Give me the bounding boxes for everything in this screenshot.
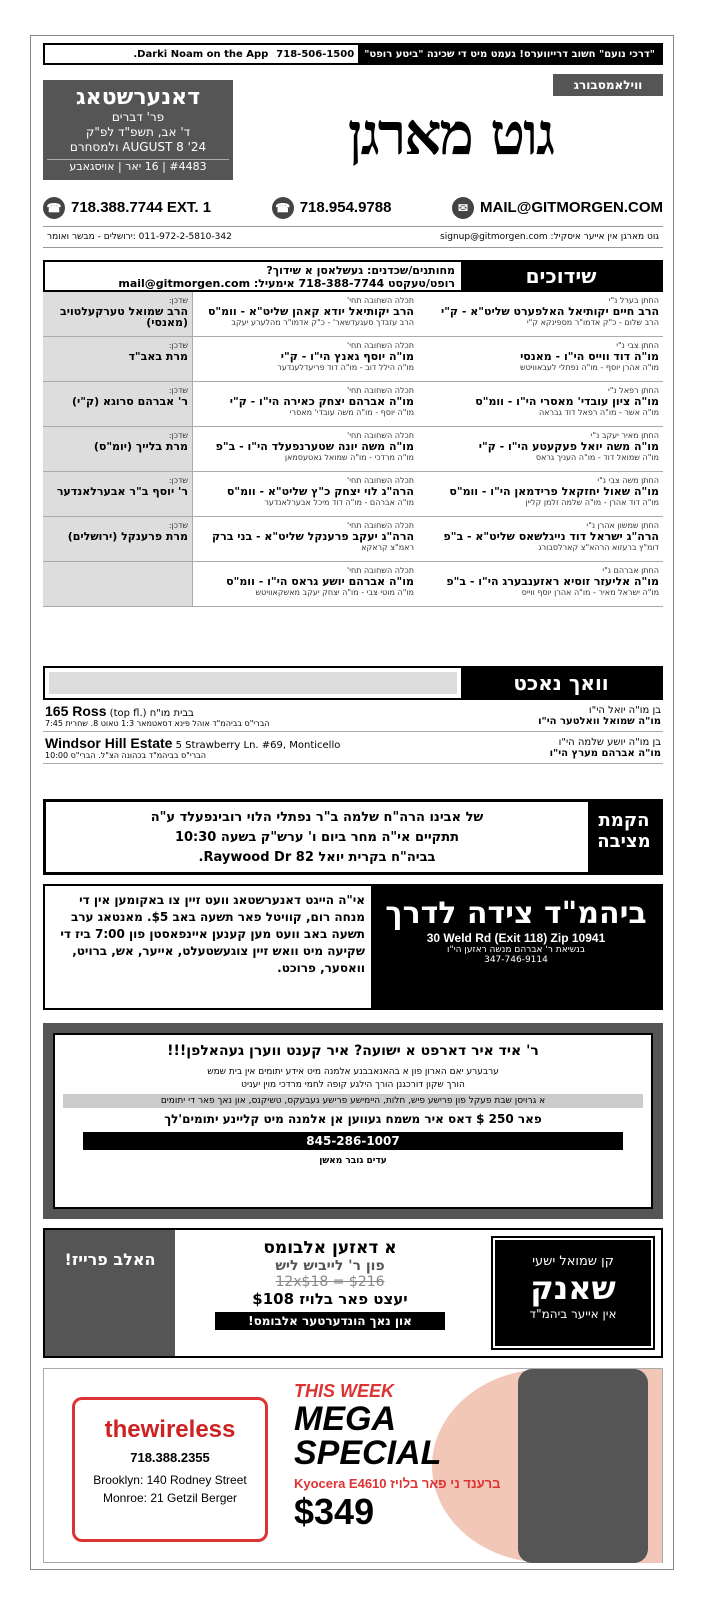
- signup-text: גוט מארגן אין אייער איסקיל: signup@gitmorgen.com: [440, 232, 659, 242]
- shidduch-cell: החתן מאיר יעקב נ"י מו"ה משה יואל פעקעטע הי"ו - ק"י מו"ה שמואל דוד - מו"ה העניך גראס: [478, 431, 659, 462]
- tzedaka-inner: [53, 1033, 653, 1209]
- shidduchim-info: מחותנים/שכדנים: געשלאסן א שידוך? רופט/טעקסט 718-388-7744 אימעיל: mail@gitmorgen.com: [118, 264, 455, 290]
- vach-title: וואך נאכט: [461, 668, 661, 698]
- top-banner: [43, 43, 663, 65]
- shidduchim-header: [43, 260, 663, 292]
- tzedaka-ad: [43, 1023, 663, 1219]
- tzedaka-price: פאר 250 $ דאס איר משמח געווען אן אלמנה מיט קליינע יתומים'לך: [164, 1112, 542, 1126]
- vach-blank: [49, 672, 457, 694]
- shank-box: קן שמואל ישעי שאנק אין אייער ביהמ"ד: [493, 1238, 653, 1348]
- email[interactable]: ✉ MAIL@GITMORGEN.COM: [452, 197, 663, 219]
- shidduch-row: [43, 292, 663, 337]
- albums-artist: פון ר' לייביש ליש: [275, 1258, 385, 1274]
- shidduch-row: [43, 472, 663, 517]
- shidduch-cell: שדכן: מרת באב"ד: [43, 337, 193, 381]
- banner-app: Darki Noam on the App.: [133, 48, 269, 60]
- shidduch-row: [43, 562, 663, 607]
- shidduch-cell: תכלה השחובה תחי' מו"ה יוסף גאנץ הי"ו - ק"י מו"ה הילל דוב - מו"ה דוד פריעדלענדער: [277, 341, 414, 372]
- shidduch-cell: החתן צבי נ"י מו"ה דוד ווייס הי"ו - מאנסי מו"ה אהרן יוסף - מו"ה נפתלי לעבאוויטש: [519, 341, 659, 372]
- matzeiva-ad: [43, 799, 663, 875]
- jerusalem-line: 011-972-2-5810-342 :ירושלים - מבשר ואומר: [47, 232, 232, 242]
- tzedaka-foot: עדים גובר מאשן: [319, 1156, 387, 1166]
- promo-model: Kyocera E4610 ברענד ני פאר בלויז: [294, 1476, 501, 1491]
- shidduch-row: [43, 382, 663, 427]
- shidduch-cell: תכלה השחובה תחי' הרב יקותיאל יודא קאהן שליט"א - וומ"ס הרב עזבדך סעגעדשאר' - כ"ק אדמו"ר מהלערע יעקב: [207, 296, 414, 327]
- wireless-addr-1: Brooklyn: 140 Rodney Street: [93, 1473, 247, 1487]
- wireless-card: [72, 1397, 268, 1542]
- promo-text: [294, 1381, 514, 1533]
- shidduch-cell: שדכן: הרב שמואל טערקעלטויב (מאנסי): [43, 292, 193, 336]
- albums-ad: [43, 1228, 663, 1358]
- albums-more: און נאך הונדערטער אלבומס!: [215, 1312, 445, 1330]
- fax-icon: ☎: [272, 197, 294, 219]
- date-hebrew: ד' אב, תשפ"ד לפ"ק: [85, 125, 191, 139]
- shidduch-cell: החתן רפאל נ"י מו"ה ציון עובדי' מאסרי הי"ו - וומ"ס מו"ה אשר - מו"ה רפאל דוד גבראה: [475, 386, 659, 417]
- shidduch-cell: תכלה השחובה תחי' הרה"ג יעקב פרענקל שליט"א - בני ברק ראמ"צ קראקא: [211, 521, 414, 552]
- shidduch-row: [43, 337, 663, 382]
- vach-row: 165 Ross (top fl.) בבית מו"ח הברי"ס בביהמ"ד אוהל פינא דסאטמאר 1:3 טאוט 8. שחרית 7:45 בן מו"ה יואל הי"ו מו"ה שמואל וואלטער הי"ו: [43, 700, 663, 732]
- shidduch-cell: החתן משה צבי נ"י מו"ה שאול יחזקאל פרידמאן הי"ו - וומ"ס מו"ה דוד אהרן - מו"ה שלמה זלמן קליין: [449, 476, 659, 507]
- newspaper-page: [30, 35, 674, 1570]
- shidduch-row: [43, 517, 663, 562]
- issue-number: #4483 | 16 יאר | אויסגאבע: [47, 159, 229, 173]
- wireless-addr-2: Monroe: 21 Getzil Berger: [102, 1491, 238, 1505]
- half-price-badge: האלב פרייז!: [45, 1230, 175, 1356]
- shidduch-cell: החתן אברהם נ"י מו"ה אליעזר זוסיא ראזענבערג הי"ו - ב"פ מו"ה ישראל מאיר - מו"ה אהרן יוסף ווייס: [446, 566, 659, 597]
- sub-bar: [43, 226, 663, 248]
- promo-this-week: THIS WEEK: [294, 1381, 395, 1401]
- shidduch-cell: תכלה השחובה תחי' הרה"ג לוי יצחק כ"ץ שליט"א - וומ"ס מו"ה אברהם - מו"ה דוד מיכל אבערלאנדער: [226, 476, 414, 507]
- matzeiva-side: הקמת מציבה: [588, 802, 660, 872]
- date-english: AUGUST 8 '24 ולמסחרם: [69, 140, 207, 154]
- shidduch-cell: [43, 562, 193, 606]
- vach-header: [43, 666, 663, 700]
- tzedaka-grey: א גרויסן שבת פעקל פון פרישע פיש, חלות, היימישע פרישע געבעקס, טשיקנס, און נאך פאר די יתומים: [63, 1094, 643, 1108]
- shidduch-cell: שדכן: ר' יוסף ב"ר אבערלאנדער: [43, 472, 193, 516]
- vach-row: Windsor Hill Estate 5 Strawberry Ln. #69, Monticello הברי"ס בביהמ"ד בכהונה הצ"ל. הברי"ס 10:00 בן מו"ה יושע שלמה הי"ו מו"ה אברהם מערץ הי"ו: [43, 732, 663, 764]
- tzeidah-address: 30 Weld Rd (Exit 118) Zip 10941: [426, 931, 606, 945]
- shidduch-cell: שדכן: מרת בלייך (יומ"ס): [43, 427, 193, 471]
- shidduchim-section: [43, 260, 663, 656]
- tzeidah-dark: [371, 886, 661, 1008]
- locale-tag: ווילאמסבורג: [553, 74, 663, 96]
- shidduch-row: [43, 427, 663, 472]
- tzeidah-sub: בנשיאת ר' אברהם מנשה ראזען הי"ו: [447, 945, 585, 955]
- tzedaka-headline: ר' איד איר דארפט א ישועה? איר קענט ווערן געהאלפן!!!: [167, 1043, 539, 1059]
- email-icon: ✉: [452, 197, 474, 219]
- phone-1: ☎ 718.388.7744 EXT. 1: [43, 197, 211, 219]
- albums-old-price: 12x$18 = $216: [275, 1274, 385, 1290]
- contact-bar: [43, 193, 663, 223]
- wireless-ad: [43, 1368, 663, 1563]
- shidduch-cell: תכלה השחובה תחי' מו"ה אברהם יצחק כאירה הי"ו - ק"י מו"ה יוסף - מו"ה משה עובדי' מאסרי: [229, 386, 414, 417]
- tzedaka-phone: 845-286-1007: [83, 1132, 623, 1150]
- tzeidah-ad: [43, 884, 663, 1010]
- day: דאנערשטאג: [75, 85, 201, 110]
- albums-title: א דאזען אלבומס: [263, 1238, 397, 1258]
- logo: גוט מארגן: [347, 100, 554, 168]
- shidduch-cell: החתן בערל נ"י הרב חיים יקותיאל האלפערט שליט"א - ק"י הרב שלום - כ"ק אדמו"ר מספינקא ק"י: [440, 296, 659, 327]
- phone-icon: ☎: [43, 197, 65, 219]
- albums-new-price: יעצט פאר בלויז $108: [252, 1290, 408, 1308]
- phone-image: [518, 1369, 648, 1563]
- tzeidah-name: ביהמ"ד צידה לדרך: [385, 896, 647, 931]
- shidduch-cell: שדכן: ר' אברהם סרוגא (ק"י): [43, 382, 193, 426]
- shidduch-cell: תכלה השחובה תחי' מו"ה אברהם יושע גראס הי"ו - וומ"ס מו"ה מוטי צבי - מו"ה יצחק יעקב מאשקאוויטש: [226, 566, 414, 597]
- masthead: [43, 74, 663, 182]
- promo-mega: MEGA SPECIAL: [294, 1400, 442, 1472]
- promo-price: $349: [294, 1491, 375, 1532]
- parsha: פר' דברים: [111, 110, 165, 124]
- phone-2: ☎ 718.954.9788: [272, 197, 392, 219]
- banner-phone: 718-506-1500: [276, 48, 355, 60]
- albums-offer: [175, 1230, 485, 1356]
- shidduch-cell: שדכן: מרת פרענקל (ירושלים): [43, 517, 193, 561]
- date-box: [43, 80, 233, 180]
- matzeiva-text: של אבינו הרה"ח שלמה ב"ר נפתלי הלוי רובינפעלד ע"ה תתקיים אי"ה מחר ביום ו' ערש"ק בשעה 10:30 בביה"ח בקרית יואל 82 Raywood Dr.: [150, 810, 484, 865]
- vach-nacht-section: [43, 666, 663, 766]
- wireless-brand: thewireless: [104, 1416, 236, 1443]
- tzedaka-line-2: הורך שקון דורכגנן הורך הילגע קופה לחמי מרדכי מוין יעניט: [241, 1080, 465, 1090]
- shidduchim-title: שידוכים: [461, 262, 661, 290]
- shidduch-cell: תכלה השחובה תחי' מו"ה משה יונה שטערנפעלד הי"ו - ב"פ מו"ה מרדכי - מו"ה שמואל גאטעסמאן: [215, 431, 414, 462]
- wireless-phone: 718.388.2355: [130, 1450, 210, 1465]
- tzedaka-line-1: ערבערע יאם הארון פון א בהאנאבבנע אלמנה מיט אידע יתומים אין בית שמש: [207, 1067, 499, 1077]
- tzeidah-text: אי"ה הייגט דאנערשטאג וועט זיין צו באקומען אין די מנחה רום, קוויטל פאר תשעה באב $5. מאנטאג ערב תשעה באב וועט מען קענען איינפאסטן פון 7:00 ביז די שקיעה מיט וואש זיין צוגעשטעלט, אייער, אש, ברויט, וואסער, פרוכט.: [60, 893, 365, 975]
- shidduch-cell: החתן שמשון אהרן נ"י הרה"ג ישראל דוד נייגלשאס שליט"א - ב"פ דומ"ץ ברעזוא הרהא"צ קארלסבורג: [443, 521, 659, 552]
- banner-quote: "דרכי נועם" חשוב דרייווערס! געמט מיט די שכינה "ביטע רופט": [358, 45, 661, 63]
- tzeidah-phone: 347-746-9114: [484, 955, 548, 965]
